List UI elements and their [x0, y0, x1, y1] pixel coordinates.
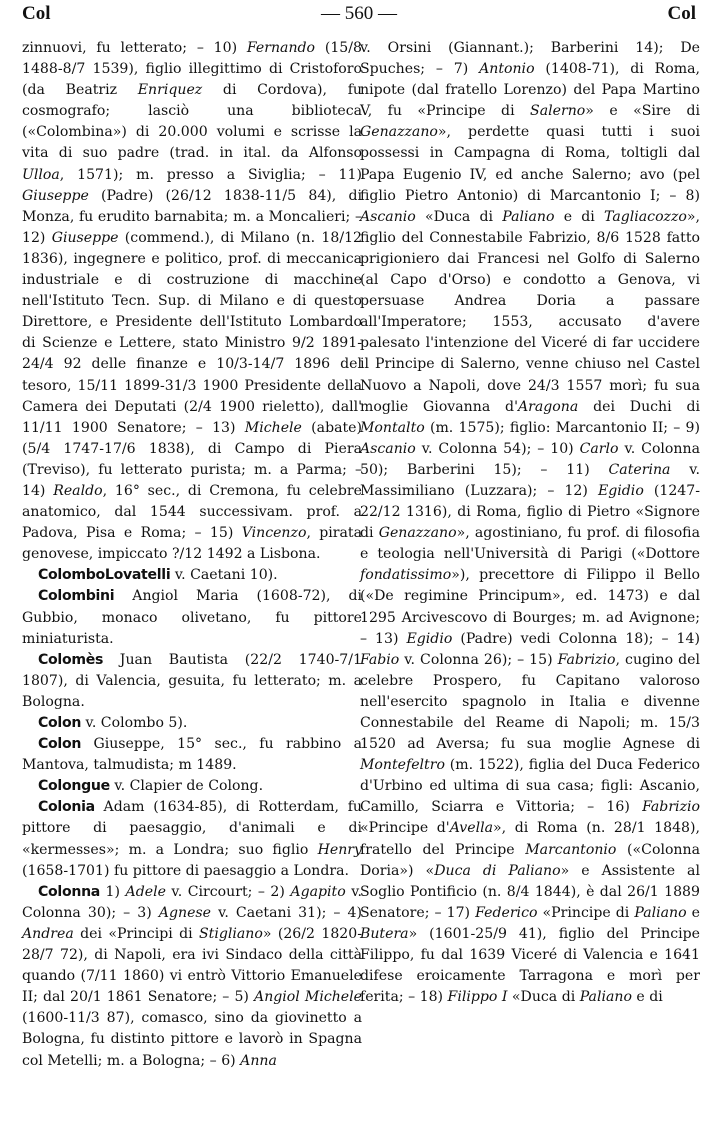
entry-text: Adam (1634-85), di Rotterdam, fu pittore di paesaggio, d'animali e di «kermesses»; m. a Londra; suo figlio — [22, 799, 362, 858]
right-column — [360, 38, 700, 1008]
italic-name: Filippo I — [447, 989, 508, 1006]
entry-text: e di — [554, 208, 605, 225]
dictionary-entry — [22, 650, 362, 713]
dictionary-entry — [22, 734, 362, 776]
entry-text: (1247-22/12 1316), di Roma, figlio di Pietro «Signore di — [360, 482, 701, 542]
italic-name: Montalto — [360, 419, 425, 436]
entry-headword: Colon — [38, 715, 82, 731]
entry-text: » (26/2 1820-28/7 72), di Napoli, era ivi Sindaco della città quando (7/11 1860) vi entrò Vittorio Emanuele II; dal 20/1 1861 Senatore; – 5) — [22, 925, 362, 1006]
italic-name: Fabrizio — [642, 799, 700, 816]
italic-name: Marcantonio — [525, 841, 617, 858]
italic-name: Andrea — [22, 925, 74, 942]
italic-name: Ulloa — [22, 166, 60, 183]
dictionary-entry — [22, 713, 362, 734]
italic-name: Antonio — [479, 61, 535, 78]
dictionary-entry — [360, 38, 700, 1008]
italic-name: Aragona — [517, 398, 579, 415]
italic-name: Paliano — [502, 208, 555, 225]
entry-text: (m. 1522), figlia del Duca Federico d'Urbino ed ultima di sua casa; figli: Ascanio, Camillo, Sciarra e Vittoria; – 16) — [360, 757, 700, 816]
italic-name: Adele — [125, 883, 166, 900]
entry-text: v. Caetani 10). — [170, 567, 278, 584]
entry-text: v. Colonna 50); Barberini 15); – 11) — [360, 440, 700, 478]
entry-text: (15/8 1488-8/7 1539), figlio illegittimo di Cristoforo (da Beatriz — [22, 40, 362, 99]
entry-text: v. Clapier de Colong. — [109, 778, 264, 795]
italic-name: Salerno — [530, 103, 586, 120]
dictionary-entry — [22, 882, 362, 1072]
italic-name: Caterina — [608, 461, 671, 478]
entry-text: dei «Principi di — [73, 925, 200, 942]
entry-text: , pirata genovese, impiccato ?/12 1492 a Lisbona. — [22, 525, 362, 563]
entry-text: , cugino del celebre Prospero, fu Capitano valoroso nell'esercito spagnolo in Italia e divenne Connestabile del Reame di Napoli; m. 15/3 1520 ad Aversa; fu sua moglie Agnese di — [360, 651, 700, 753]
italic-name: Paliano — [634, 904, 687, 921]
italic-name: Stigliano — [199, 925, 263, 942]
italic-name: Carlo — [579, 440, 619, 457]
entry-text: v. Colonna 26); – 15) — [399, 651, 558, 668]
entry-text: v. Circourt; – 2) — [165, 883, 291, 900]
dictionary-entry — [22, 797, 362, 881]
dictionary-entry — [22, 565, 362, 586]
entry-text: («Colonna Doria») « — [360, 841, 700, 879]
page-header — [0, 0, 718, 34]
entry-text: zinnuovi, fu letterato; – 10) — [22, 40, 247, 56]
italic-name: Angiol Michele — [254, 989, 362, 1006]
italic-name: Anna — [240, 1052, 277, 1069]
italic-name: Paliano — [579, 989, 632, 1006]
entry-headword: Colongue — [38, 778, 110, 795]
entry-text: », di Roma (n. 28/1 1848), fratello del Principe — [360, 820, 700, 858]
entry-text: » e Assistente al Soglio Pontificio (n. 8/4 1844), è dal 26/1 1889 Senatore; – 17) — [360, 862, 700, 921]
italic-name: Montefeltro — [360, 757, 445, 774]
entry-text: Angiol Maria (1608-72), di Gubbio, monaco olivetano, fu pittore miniaturista. — [22, 588, 362, 647]
entry-text: », perdette quasi tutti i suoi possessi in Campagna di Roma, toltigli dal Papa Eugenio IV, ed anche Salerno; avo (pel figlio Pietro Antonio) di Marcantonio I; – 8) — [360, 124, 700, 204]
entry-text: »), precettore di Filippo il Bello («De regimine Principum», ed. 1473) e dal 1295 Arcivescovo di Bourges; m. ad Avignone; – 13) — [360, 567, 700, 647]
entry-text: (commend.), di Milano (n. 18/12 1836), ingegnere e politico, prof. di meccanica industriale e di costruzione di macchine nell'Istituto Tecn. Sup. di Milano e di questo Direttore, e Presidente dell'Istituto Lombardo di Scienze e Lettere, stato Ministro 9/2 1891-24/4 92 delle finanze e 10/3-14/7 1896 del tesoro, 15/11 1899-31/3 1900 Presidente della Camera dei Deputati (2/4 1900 rieletto), dall' 11/11 1900 Senatore; – 13) — [22, 229, 363, 436]
italic-name: Avella — [449, 820, 494, 837]
entry-text: » (1601-25/9 41), figlio del Principe Filippo, fu dal 1639 Viceré di Valencia e 1641 difese eroicamente Tarragona e morì per ferita; – 18) — [360, 925, 700, 1006]
page-number: — 560 — — [321, 3, 397, 24]
italic-name: Agnese — [158, 904, 211, 921]
entry-text: e — [686, 904, 700, 921]
entry-text: (m. 1575); figlio: Marcantonio II; – 9) — [424, 419, 700, 436]
entry-headword: Colomès — [38, 651, 104, 668]
italic-name: Ascanio — [360, 440, 416, 457]
entry-headword: ColomboLovatelli — [38, 567, 171, 584]
entry-text: «Duca di — [507, 989, 580, 1006]
entry-text: Juan Bautista (22/2 1740-7/1 1807), di Valencia, gesuita, fu letterato; m. a Bologna. — [22, 651, 362, 710]
entry-text: (1600-11/3 87), comasco, sino da giovinetto a Bologna, fu distinto pittore e lavorò in Spagna col Metelli; m. a Bologna; – 6) — [22, 1010, 362, 1069]
entry-text: «Principe d' — [360, 820, 450, 837]
italic-name: Ascanio — [360, 208, 416, 225]
italic-name: Butera — [360, 925, 409, 942]
entry-text: dei Duchi di — [578, 398, 700, 415]
entry-text: v. Colonna 54); – 10) — [415, 440, 580, 457]
dictionary-entry — [22, 776, 362, 797]
italic-name: Egidio — [406, 630, 453, 647]
italic-name: Realdo — [53, 482, 103, 499]
entry-text: (abate) (5/4 1747-17/6 1838), di Campo di Piera (Treviso), fu letterato purista; m. a Parma; – 14) — [22, 419, 362, 499]
italic-name: Giuseppe — [51, 229, 119, 246]
entry-text: », figlio del Connestabile Fabrizio, 8/6 1528 fatto prigioniero dai Francesi nel Golfo di Salerno (al Capo d'Orso) e condotto a Genova, vi persuase Andrea Doria a passare all'Imperatore; 1553, accusato d'avere palesato l'intenzione del Viceré di far uccidere il Principe di Salerno, venne chiuso nel Castel Nuovo a Napoli, dove 24/3 1557 morì; fu sua moglie Giovanna d' — [360, 208, 701, 415]
italic-name: Fabio — [360, 651, 400, 668]
left-column — [22, 38, 362, 1072]
italic-name: Tagliacozzo — [604, 208, 687, 225]
italic-name: Vincenzo — [241, 525, 307, 542]
italic-name: Giuseppe — [22, 187, 89, 204]
entry-text: (Padre) (26/12 1838-11/5 84), di Monza, fu erudito barnabita; m. a Moncalieri; – 12) — [22, 187, 362, 246]
entry-text: (Padre) vedi Colonna 18); – 14) — [452, 630, 700, 647]
italic-name: Michele — [244, 419, 302, 436]
dictionary-entry — [22, 38, 362, 565]
italic-name: Agapito — [290, 883, 346, 900]
entry-text: di Cordova), fu cosmografo; lasciò una biblioteca («Colombina») di 20.000 volumi e scrisse la vita di suo padre (trad. in ital. da Alfonso — [22, 82, 362, 162]
italic-name: fondatissimo — [360, 567, 452, 584]
italic-name: Federico — [475, 904, 538, 921]
header-left-catchword: Col — [22, 3, 51, 24]
entry-text: Giuseppe, 15° sec., fu rabbino a Mantova, talmudista; m 1489. — [22, 736, 362, 774]
italic-name: Fernando — [246, 40, 316, 56]
entry-text: v. Caetani 31); – 4) — [211, 904, 362, 921]
entry-text: v. Massimiliano (Luzzara); – 12) — [360, 461, 701, 499]
entry-text: v. Colombo 5). — [81, 715, 188, 731]
entry-text: v. Colonna 30); – 3) — [22, 883, 362, 921]
entry-headword: Colombini — [38, 588, 115, 605]
entry-text: e di — [631, 989, 663, 1006]
entry-text: «Duca di — [415, 208, 503, 225]
italic-name: Egidio — [597, 482, 644, 499]
entry-text: v. Orsini (Giannant.); Barberini 14); De Spuches; – 7) — [360, 40, 700, 78]
header-right-catchword: Col — [667, 3, 696, 24]
entry-text: (1658-1701) fu pittore di paesaggio a Londra. — [22, 862, 350, 879]
entry-headword: Colon — [38, 736, 82, 753]
italic-name: Duca di Paliano — [434, 862, 561, 879]
entry-text: , 16° sec., di Cremona, fu celebre anatomico, dal 1544 successivam. prof. a Padova, Pisa e Roma; – 15) — [22, 482, 362, 542]
entry-headword: Colonna — [38, 883, 101, 900]
italic-name: Henry — [317, 841, 362, 858]
entry-text: «Principe di — [537, 904, 635, 921]
italic-name: Fabrizio — [557, 651, 616, 668]
italic-name: Genazzano — [378, 525, 457, 542]
entry-headword: Colonia — [38, 799, 95, 816]
entry-text: 1) — [100, 883, 126, 900]
entry-text: », agostiniano, fu prof. di filosofia e teologia nell'Università di Parigi («Dottore — [360, 525, 700, 563]
entry-text: (1408-71), di Roma, nipote (dal fratello Lorenzo) del Papa Martino V, fu «Principe di — [360, 61, 700, 120]
italic-name: Genazzano — [360, 124, 438, 141]
entry-text: , 1571); m. presso a Siviglia; – 11) — [59, 166, 362, 183]
dictionary-entry — [22, 586, 362, 649]
italic-name: Enriquez — [137, 82, 203, 99]
entry-text: » e «Sire di — [585, 103, 700, 120]
